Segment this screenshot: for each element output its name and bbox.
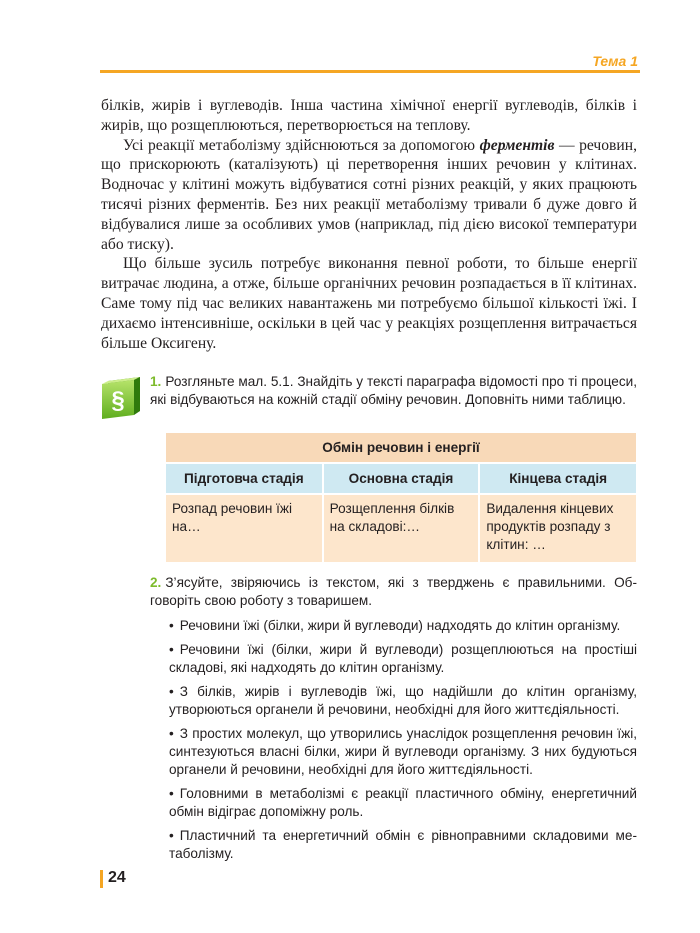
- bullet-icon: •: [169, 786, 174, 801]
- table-header-preparatory: Підготовча стадія: [166, 463, 323, 494]
- metabolism-table: [166, 433, 636, 562]
- statement-item: [169, 683, 637, 719]
- bullet-icon: •: [169, 642, 174, 657]
- term-enzymes: ферментів: [479, 136, 555, 154]
- statement-text: З білків, жирів і вуглеводів їжі, що надійшли до клітин організму, утворюються органели й речовини, необхідні для його життєдіяльності.: [169, 684, 637, 717]
- statement-text: Головними в метаболізмі є реакції пластичного обміну, енергетичний обмін відіграє допоміжну роль.: [169, 786, 637, 819]
- task-1-text: Розгляньте мал. 5.1. Знайдіть у тексті параграфа відомості про ті процеси, які відбуваються на кожній стадії обміну речовин. Доповніть ними таблицю.: [150, 374, 637, 407]
- table-title: Обмін речовин і енергії: [166, 433, 636, 463]
- table-cell-preparatory: Розпад речовин їжі на…: [166, 494, 323, 562]
- main-text: [101, 96, 637, 353]
- table-header-final: Кінцева стадія: [479, 463, 636, 494]
- paragraph-2-start: Усі реакції метаболізму здійснюються за допомогою: [123, 136, 480, 154]
- bullet-icon: •: [169, 618, 174, 633]
- task-2: [150, 574, 637, 869]
- bullet-icon: •: [169, 828, 174, 843]
- table-cell-main: Розщеплення білків на складові:…: [323, 494, 480, 562]
- task-2-number: 2.: [150, 575, 162, 590]
- statement-item: [169, 785, 637, 821]
- paragraph-2: [101, 136, 637, 255]
- page-number: 24: [108, 869, 126, 886]
- paragraph-3: Що більше зусиль потребує виконання певної роботи, то більше енергії витрачає людина, а отже, більше органічних речовин розпадається в її клітинах. Саме тому під час великих навантажень ми потребуємо більшої кількості їжі. І дихаємо інтенсивніше, оскільки в цей час у реакціях розщеплення витрачається більше Оксигену.: [101, 255, 637, 352]
- paragraph-section-icon: [100, 375, 144, 421]
- statement-text: Речовини їжі (білки, жири й вуглеводи) розщеплюються на простіші складові, які надходять до клітин організму.: [169, 642, 637, 675]
- task-1: [150, 373, 637, 409]
- header-divider: [100, 70, 640, 73]
- statement-text: Пластичний та енергетичний обмін є рівноправними складовими метаболізму.: [169, 828, 637, 861]
- statement-list: [150, 617, 637, 863]
- bullet-icon: •: [169, 684, 174, 699]
- table-cell-final: Видалення кінцевих продуктів розпаду з клітин: …: [479, 494, 636, 562]
- statement-item: [169, 617, 637, 635]
- paragraph-1: білків, жирів і вуглеводів. Інша частина хімічної енергії вуглеводів, білків і жирів, що розщеплюються, перетворюється на теплову.: [101, 97, 637, 134]
- statement-text: Речовини їжі (білки, жири й вуглеводи) надходять до клітин організму.: [179, 618, 621, 633]
- statement-text: З простих молекул, що утворились унаслідок розщеплення речовин їжі, синтезуються власні білки, жири й вуглеводи організму. З них будуються органели й речовини, необхідні для його життєдіяльності.: [169, 726, 637, 777]
- table-header-main: Основна стадія: [323, 463, 480, 494]
- statement-item: [169, 641, 637, 677]
- statement-item: [169, 725, 637, 779]
- topic-label: Тема 1: [592, 53, 638, 69]
- task-2-text: З’ясуйте, звіряючись із текстом, які з тверджень є правильними. Обговоріть свою роботу з товаришем.: [150, 575, 637, 608]
- paragraph-2-end: — речовин, що прискорюють (каталізують) ці перетворення інших речовин у клітинах. Водночас у клітині можуть відбуватися сотні різних реакцій, у яких працюють тисячі різних ферментів. Без них реакції метаболізму тривали б дуже довго й відбувалися лише за особливих умов (наприклад, під дією високої температури або тиску).: [101, 136, 637, 253]
- bullet-icon: •: [169, 726, 174, 741]
- task-1-number: 1.: [150, 374, 162, 389]
- svg-text:§: §: [111, 387, 125, 414]
- statement-item: [169, 827, 637, 863]
